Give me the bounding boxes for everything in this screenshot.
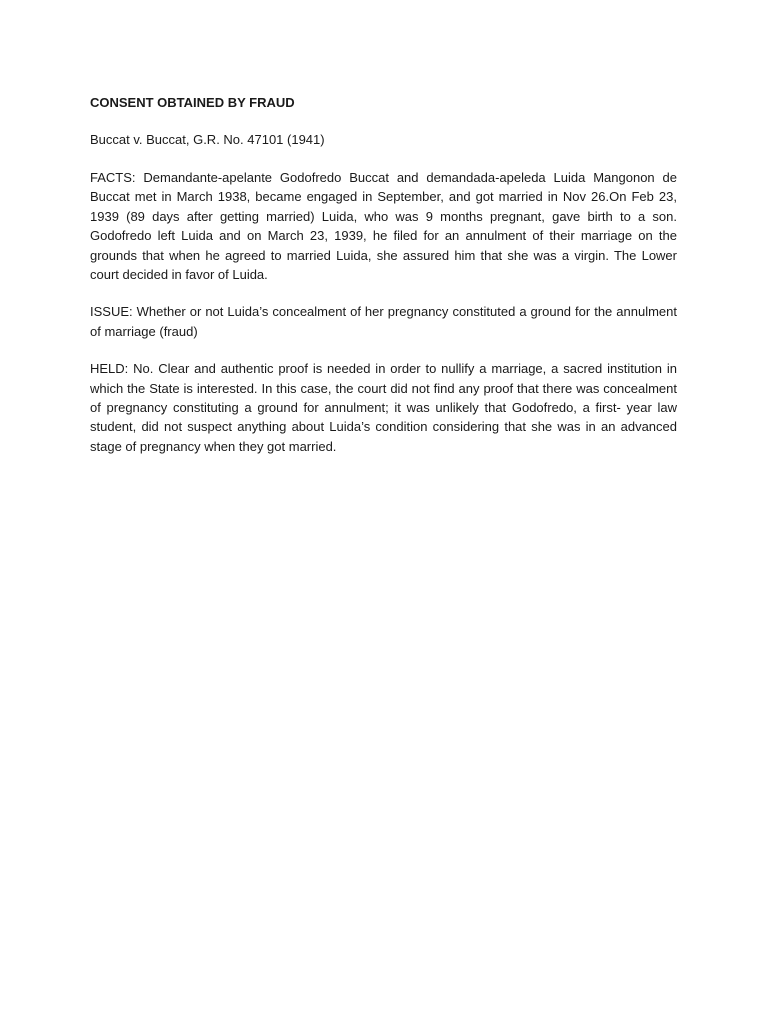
held-paragraph: HELD: No. Clear and authentic proof is needed in order to nullify a marriage, a sacred institution in which the State is interested. In this case, the court did not find any proof that there was concealment of pregnancy constituting a ground for annulment; it was unlikely that Godofredo, a first- year law student, did not suspect anything about Luida’s condition considering that she was in an advanced stage of pregnancy when they got married. <box>90 361 677 454</box>
document-heading: CONSENT OBTAINED BY FRAUD <box>90 95 295 110</box>
case-citation: Buccat v. Buccat, G.R. No. 47101 (1941) <box>90 132 325 147</box>
issue-paragraph: ISSUE: Whether or not Luida’s concealment of her pregnancy constituted a ground for the annulment of marriage (fraud) <box>90 304 677 339</box>
facts-paragraph: FACTS: Demandante-apelante Godofredo Buccat and demandada-apeleda Luida Mangonon de Buccat met in March 1938, became engaged in September, and got married in Nov 26.On Feb 23, 1939 (89 days after getting married) Luida, who was 9 months pregnant, gave birth to a son. Godofredo left Luida and on March 23, 1939, he filed for an annulment of their marriage on the grounds that when he agreed to married Luida, she assured him that she was a virgin. The Lower court decided in favor of Luida. <box>90 170 677 283</box>
document-page <box>90 93 677 474</box>
